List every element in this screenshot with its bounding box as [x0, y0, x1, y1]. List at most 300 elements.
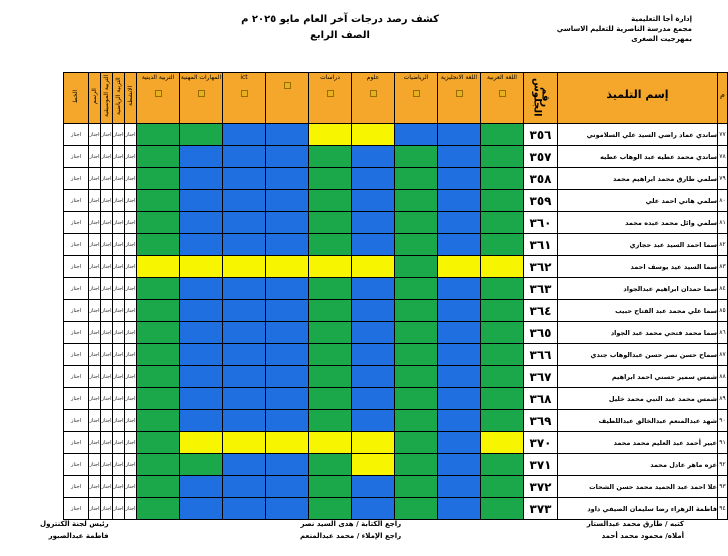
activity-status: اجتاز — [125, 344, 137, 366]
marker-icon — [198, 90, 205, 97]
grade-cell — [223, 300, 266, 322]
seat-number: ٣٧٠ — [524, 432, 558, 454]
grade-cell — [309, 498, 352, 520]
grade-cell — [266, 322, 309, 344]
grade-cell — [180, 344, 223, 366]
sheet-title: كشف رصد درجات آخر العام مايو ٢٠٢٥ م — [241, 14, 439, 25]
activity-status: اجتاز — [89, 212, 101, 234]
activity-status: اجتاز — [113, 256, 125, 278]
activity-status: اجتاز — [113, 212, 125, 234]
activity-status: اجتاز — [89, 168, 101, 190]
admin-line: إدارة أجا التعليمية — [631, 15, 692, 23]
activity-status: اجتاز — [101, 234, 113, 256]
grade-cell — [137, 124, 180, 146]
activity-status: اجتاز — [125, 476, 137, 498]
grade-cell — [223, 410, 266, 432]
grade-cell — [481, 278, 524, 300]
row-index: ٩٠ — [718, 410, 728, 432]
grade-cell — [266, 124, 309, 146]
grade-cell — [395, 454, 438, 476]
grade-cell — [309, 344, 352, 366]
grade-cell — [223, 366, 266, 388]
grade-cell — [352, 168, 395, 190]
grade-cell — [438, 190, 481, 212]
row-index: ٨٠ — [718, 190, 728, 212]
activity-status: اجتاز — [101, 388, 113, 410]
activity-status: اجتاز — [64, 124, 89, 146]
grade-cell — [309, 256, 352, 278]
activity-status: اجتاز — [113, 388, 125, 410]
grade-cell — [309, 234, 352, 256]
activity-status: اجتاز — [89, 432, 101, 454]
seat-number: ٣٥٩ — [524, 190, 558, 212]
activity-status: اجتاز — [113, 366, 125, 388]
marker-icon — [499, 90, 506, 97]
col-drawing: الخط — [64, 73, 89, 124]
grades-table — [63, 72, 728, 520]
grade-cell — [352, 190, 395, 212]
grade-cell — [395, 278, 438, 300]
grade-cell — [352, 366, 395, 388]
col-student-name: إسم التلميذ — [558, 73, 718, 124]
col-vocational: المهارات المهنية — [180, 73, 223, 124]
footer-line: رئيس لجنة الكنترول — [40, 520, 109, 528]
student-name: شمس سمير حسني احمد ابراهيم — [558, 366, 718, 388]
activity-status: اجتاز — [125, 278, 137, 300]
grade-cell — [438, 124, 481, 146]
grade-cell — [309, 278, 352, 300]
admin-line: مجمع مدرسة الناصرية للتعليم الاساسي — [556, 25, 692, 33]
table-row — [64, 278, 728, 300]
grade-cell — [266, 498, 309, 520]
activity-status: اجتاز — [101, 146, 113, 168]
grade-cell — [438, 278, 481, 300]
table-row — [64, 498, 728, 520]
activity-status: اجتاز — [64, 146, 89, 168]
activity-status: اجتاز — [113, 476, 125, 498]
grade-cell — [438, 344, 481, 366]
seat-number: ٣٦٦ — [524, 344, 558, 366]
grade-cell — [137, 476, 180, 498]
grade-cell — [180, 212, 223, 234]
activity-status: اجتاز — [64, 476, 89, 498]
grade-cell — [137, 410, 180, 432]
footer-writer — [587, 518, 684, 542]
footer-line: كتبه / طارق محمد عبدالستار — [586, 520, 684, 528]
grade-cell — [481, 146, 524, 168]
grade-cell — [309, 124, 352, 146]
activity-status: اجتاز — [125, 256, 137, 278]
grade-cell — [438, 146, 481, 168]
activity-status: اجتاز — [64, 366, 89, 388]
grade-cell — [223, 234, 266, 256]
activity-status: اجتاز — [125, 498, 137, 520]
student-name: علا احمد عبد الحميد محمد حسن الشحات — [558, 476, 718, 498]
col-english: اللغة الانجليزية — [438, 73, 481, 124]
grade-cell — [352, 454, 395, 476]
table-row — [64, 410, 728, 432]
grade-cell — [352, 212, 395, 234]
grade-cell — [180, 498, 223, 520]
activity-status: اجتاز — [89, 366, 101, 388]
grade-cell — [481, 388, 524, 410]
grade-cell — [266, 432, 309, 454]
grade-cell — [395, 322, 438, 344]
activity-status: اجتاز — [101, 256, 113, 278]
activity-status: اجتاز — [89, 388, 101, 410]
grade-cell — [352, 300, 395, 322]
grade-cell — [395, 388, 438, 410]
table-row — [64, 190, 728, 212]
table-row — [64, 146, 728, 168]
grade-cell — [395, 410, 438, 432]
row-index: ٧٨ — [718, 146, 728, 168]
footer-line: راجع الكتابة / هدى السيد نصر — [300, 520, 402, 528]
table-row — [64, 344, 728, 366]
grade-cell — [352, 476, 395, 498]
row-index: ٨٦ — [718, 322, 728, 344]
activity-status: اجتاز — [113, 124, 125, 146]
grade-cell — [438, 454, 481, 476]
grade-cell — [180, 476, 223, 498]
student-name: سلمي هاني احمد علي — [558, 190, 718, 212]
marker-icon — [456, 90, 463, 97]
grade-cell — [395, 168, 438, 190]
col-science: علوم — [352, 73, 395, 124]
admin-header — [512, 14, 692, 44]
table-row — [64, 300, 728, 322]
col-studies: دراسات — [309, 73, 352, 124]
grade-cell — [395, 124, 438, 146]
seat-number: ٣٦٨ — [524, 388, 558, 410]
student-name: عبير أحمد عبد العليم محمد محمد — [558, 432, 718, 454]
footer-line: أملاه/ محمود محمد أحمد — [601, 532, 684, 540]
grade-cell — [309, 366, 352, 388]
grade-cell — [137, 432, 180, 454]
header-row — [64, 73, 728, 124]
activity-status: اجتاز — [113, 322, 125, 344]
row-index: ٨٨ — [718, 366, 728, 388]
activity-status: اجتاز — [64, 168, 89, 190]
grade-cell — [438, 234, 481, 256]
student-name: سما احمد السيد عبد حجازي — [558, 234, 718, 256]
activity-status: اجتاز — [113, 190, 125, 212]
grade-cell — [309, 212, 352, 234]
grade-cell — [395, 476, 438, 498]
activity-status: اجتاز — [64, 432, 89, 454]
table-row — [64, 366, 728, 388]
grade-cell — [180, 256, 223, 278]
activity-status: اجتاز — [113, 432, 125, 454]
grade-cell — [309, 388, 352, 410]
grade-cell — [481, 168, 524, 190]
activity-status: اجتاز — [125, 410, 137, 432]
marker-icon — [284, 82, 291, 89]
grade-cell — [137, 322, 180, 344]
grade-cell — [309, 300, 352, 322]
activity-status: اجتاز — [89, 410, 101, 432]
seat-number: ٣٧٣ — [524, 498, 558, 520]
grade-cell — [481, 476, 524, 498]
grade-cell — [352, 146, 395, 168]
grade-cell — [223, 432, 266, 454]
activity-status: اجتاز — [125, 432, 137, 454]
row-index: ٨٥ — [718, 300, 728, 322]
grade-cell — [481, 454, 524, 476]
activity-status: اجتاز — [89, 498, 101, 520]
col-ict-2 — [266, 73, 309, 124]
grade-cell — [223, 454, 266, 476]
footer-control — [40, 518, 109, 542]
grade-cell — [395, 432, 438, 454]
col-seat-number: رقم الجلوس — [524, 73, 558, 124]
seat-number: ٣٦٩ — [524, 410, 558, 432]
grade-cell — [352, 410, 395, 432]
grade-cell — [438, 432, 481, 454]
seat-number: ٣٦٣ — [524, 278, 558, 300]
grade-cell — [309, 146, 352, 168]
grade-cell — [438, 498, 481, 520]
grade-cell — [180, 300, 223, 322]
activity-status: اجتاز — [125, 212, 137, 234]
grade-cell — [137, 366, 180, 388]
grade-cell — [266, 146, 309, 168]
activity-status: اجتاز — [89, 300, 101, 322]
seat-number: ٣٥٦ — [524, 124, 558, 146]
sheet-title-block — [200, 12, 480, 44]
activity-status: اجتاز — [64, 322, 89, 344]
grade-cell — [309, 322, 352, 344]
grade-cell — [481, 124, 524, 146]
activity-status: اجتاز — [89, 476, 101, 498]
activity-status: اجتاز — [64, 278, 89, 300]
grade-cell — [481, 366, 524, 388]
grade-cell — [180, 410, 223, 432]
marker-icon — [370, 90, 377, 97]
activity-status: اجتاز — [113, 146, 125, 168]
activity-status: اجتاز — [125, 168, 137, 190]
col-art: الرسم — [89, 73, 101, 124]
grade-cell — [481, 344, 524, 366]
row-index: ٩١ — [718, 432, 728, 454]
activity-status: اجتاز — [89, 124, 101, 146]
row-index: ٨٧ — [718, 344, 728, 366]
activity-status: اجتاز — [101, 278, 113, 300]
activity-status: اجتاز — [113, 278, 125, 300]
seat-number: ٣٦٤ — [524, 300, 558, 322]
activity-status: اجتاز — [89, 344, 101, 366]
grade-cell — [438, 300, 481, 322]
grade-cell — [180, 124, 223, 146]
activity-status: اجتاز — [125, 322, 137, 344]
table-row — [64, 432, 728, 454]
activity-status: اجتاز — [101, 212, 113, 234]
grade-cell — [223, 124, 266, 146]
footer-line: راجع الإملاء / محمد عبدالمنعم — [300, 532, 402, 540]
grade-cell — [180, 146, 223, 168]
grade-cell — [266, 190, 309, 212]
table-row — [64, 322, 728, 344]
grade-cell — [137, 344, 180, 366]
grade-cell — [309, 168, 352, 190]
grade-cell — [395, 366, 438, 388]
grade-cell — [180, 190, 223, 212]
grade-cell — [266, 344, 309, 366]
student-name: سما علي محمد عبد الفتاح حبيب — [558, 300, 718, 322]
grade-cell — [180, 454, 223, 476]
activity-status: اجتاز — [101, 498, 113, 520]
activity-status: اجتاز — [113, 344, 125, 366]
grade-cell — [180, 278, 223, 300]
grade-cell — [352, 388, 395, 410]
student-name: فاطمة الزهراء رضا سليمان الصيفي داود — [558, 498, 718, 520]
grade-cell — [223, 476, 266, 498]
grade-cell — [438, 256, 481, 278]
activity-status: اجتاز — [89, 190, 101, 212]
row-index: ٨٩ — [718, 388, 728, 410]
grade-cell — [180, 432, 223, 454]
grade-cell — [266, 476, 309, 498]
grade-cell — [309, 454, 352, 476]
marker-icon — [327, 90, 334, 97]
activity-status: اجتاز — [125, 190, 137, 212]
activity-status: اجتاز — [64, 454, 89, 476]
grade-cell — [481, 212, 524, 234]
activity-status: اجتاز — [89, 146, 101, 168]
grade-cell — [180, 388, 223, 410]
activity-status: اجتاز — [125, 300, 137, 322]
activity-status: اجتاز — [113, 168, 125, 190]
grade-cell — [223, 278, 266, 300]
table-row — [64, 476, 728, 498]
student-name: سلمي طارق محمد ابراهيم محمد — [558, 168, 718, 190]
grade-cell — [395, 234, 438, 256]
activity-status: اجتاز — [101, 432, 113, 454]
student-name: سما السيد عيد يوسف احمد — [558, 256, 718, 278]
activity-status: اجتاز — [113, 454, 125, 476]
grade-cell — [481, 190, 524, 212]
col-pe: التربية الرياضية — [113, 73, 125, 124]
activity-status: اجتاز — [64, 300, 89, 322]
seat-number: ٣٥٧ — [524, 146, 558, 168]
activity-status: اجتاز — [113, 300, 125, 322]
activity-status: اجتاز — [89, 234, 101, 256]
grade-cell — [137, 498, 180, 520]
grade-cell — [309, 476, 352, 498]
activity-status: اجتاز — [125, 366, 137, 388]
grade-cell — [266, 454, 309, 476]
activity-status: اجتاز — [101, 190, 113, 212]
grade-cell — [395, 212, 438, 234]
row-index: ٨٣ — [718, 256, 728, 278]
grade-cell — [352, 498, 395, 520]
grade-cell — [223, 388, 266, 410]
grade-cell — [352, 322, 395, 344]
student-name: ساندي عماد راضي السيد علي السلاموني — [558, 124, 718, 146]
grade-cell — [352, 432, 395, 454]
grade-cell — [352, 256, 395, 278]
footer-line: فاطمة عبدالصبور — [48, 532, 109, 540]
student-name: سلمي وائل محمد عبده محمد — [558, 212, 718, 234]
grade-cell — [180, 322, 223, 344]
grade-cell — [481, 498, 524, 520]
grade-cell — [223, 190, 266, 212]
grade-cell — [395, 190, 438, 212]
student-name: شهد عبدالمنعم عبدالخالق عبداللطيف — [558, 410, 718, 432]
activity-status: اجتاز — [101, 344, 113, 366]
grade-cell — [481, 322, 524, 344]
admin-line: بمهرجيت الصغرى — [631, 35, 692, 43]
grade-cell — [137, 168, 180, 190]
activity-status: اجتاز — [101, 476, 113, 498]
grade-cell — [481, 410, 524, 432]
grade-cell — [438, 410, 481, 432]
grade-cell — [352, 234, 395, 256]
activity-status: اجتاز — [125, 124, 137, 146]
grade-cell — [223, 322, 266, 344]
grade-cell — [223, 344, 266, 366]
grade-cell — [266, 256, 309, 278]
grade-cell — [395, 256, 438, 278]
grade-cell — [137, 278, 180, 300]
table-row — [64, 168, 728, 190]
grade-cell — [438, 212, 481, 234]
table-row — [64, 454, 728, 476]
grade-cell — [266, 300, 309, 322]
col-index: م — [718, 73, 728, 124]
activity-status: اجتاز — [89, 322, 101, 344]
grade-cell — [137, 454, 180, 476]
grade-cell — [223, 498, 266, 520]
grade-cell — [395, 300, 438, 322]
grade-cell — [137, 300, 180, 322]
grade-cell — [352, 124, 395, 146]
grade-cell — [223, 168, 266, 190]
marker-icon — [241, 90, 248, 97]
table-row — [64, 212, 728, 234]
row-index: ٨٢ — [718, 234, 728, 256]
seat-number: ٣٧٢ — [524, 476, 558, 498]
activity-status: اجتاز — [64, 498, 89, 520]
grade-cell — [180, 234, 223, 256]
grade-cell — [180, 366, 223, 388]
activity-status: اجتاز — [125, 388, 137, 410]
activity-status: اجتاز — [113, 234, 125, 256]
marker-icon — [155, 90, 162, 97]
col-ict-1: ict — [223, 73, 266, 124]
grade-cell — [481, 300, 524, 322]
table-row — [64, 234, 728, 256]
activity-status: اجتاز — [64, 256, 89, 278]
grade-cell — [309, 410, 352, 432]
activity-status: اجتاز — [89, 454, 101, 476]
seat-number: ٣٧١ — [524, 454, 558, 476]
student-name: سما محمد فتحي محمد عبد الجواد — [558, 322, 718, 344]
activity-status: اجتاز — [125, 454, 137, 476]
grade-cell — [223, 256, 266, 278]
student-name: ساندي محمد عطيه عبد الوهاب عطيه — [558, 146, 718, 168]
activity-status: اجتاز — [101, 124, 113, 146]
grade-cell — [395, 344, 438, 366]
grade-cell — [309, 432, 352, 454]
row-index: ٩٣ — [718, 476, 728, 498]
col-music: التربية الموسيقية — [101, 73, 113, 124]
grade-cell — [352, 278, 395, 300]
grade-cell — [438, 322, 481, 344]
grade-cell — [266, 234, 309, 256]
activity-status: اجتاز — [101, 454, 113, 476]
student-name: شمس محمد عبد النبي محمد خليل — [558, 388, 718, 410]
